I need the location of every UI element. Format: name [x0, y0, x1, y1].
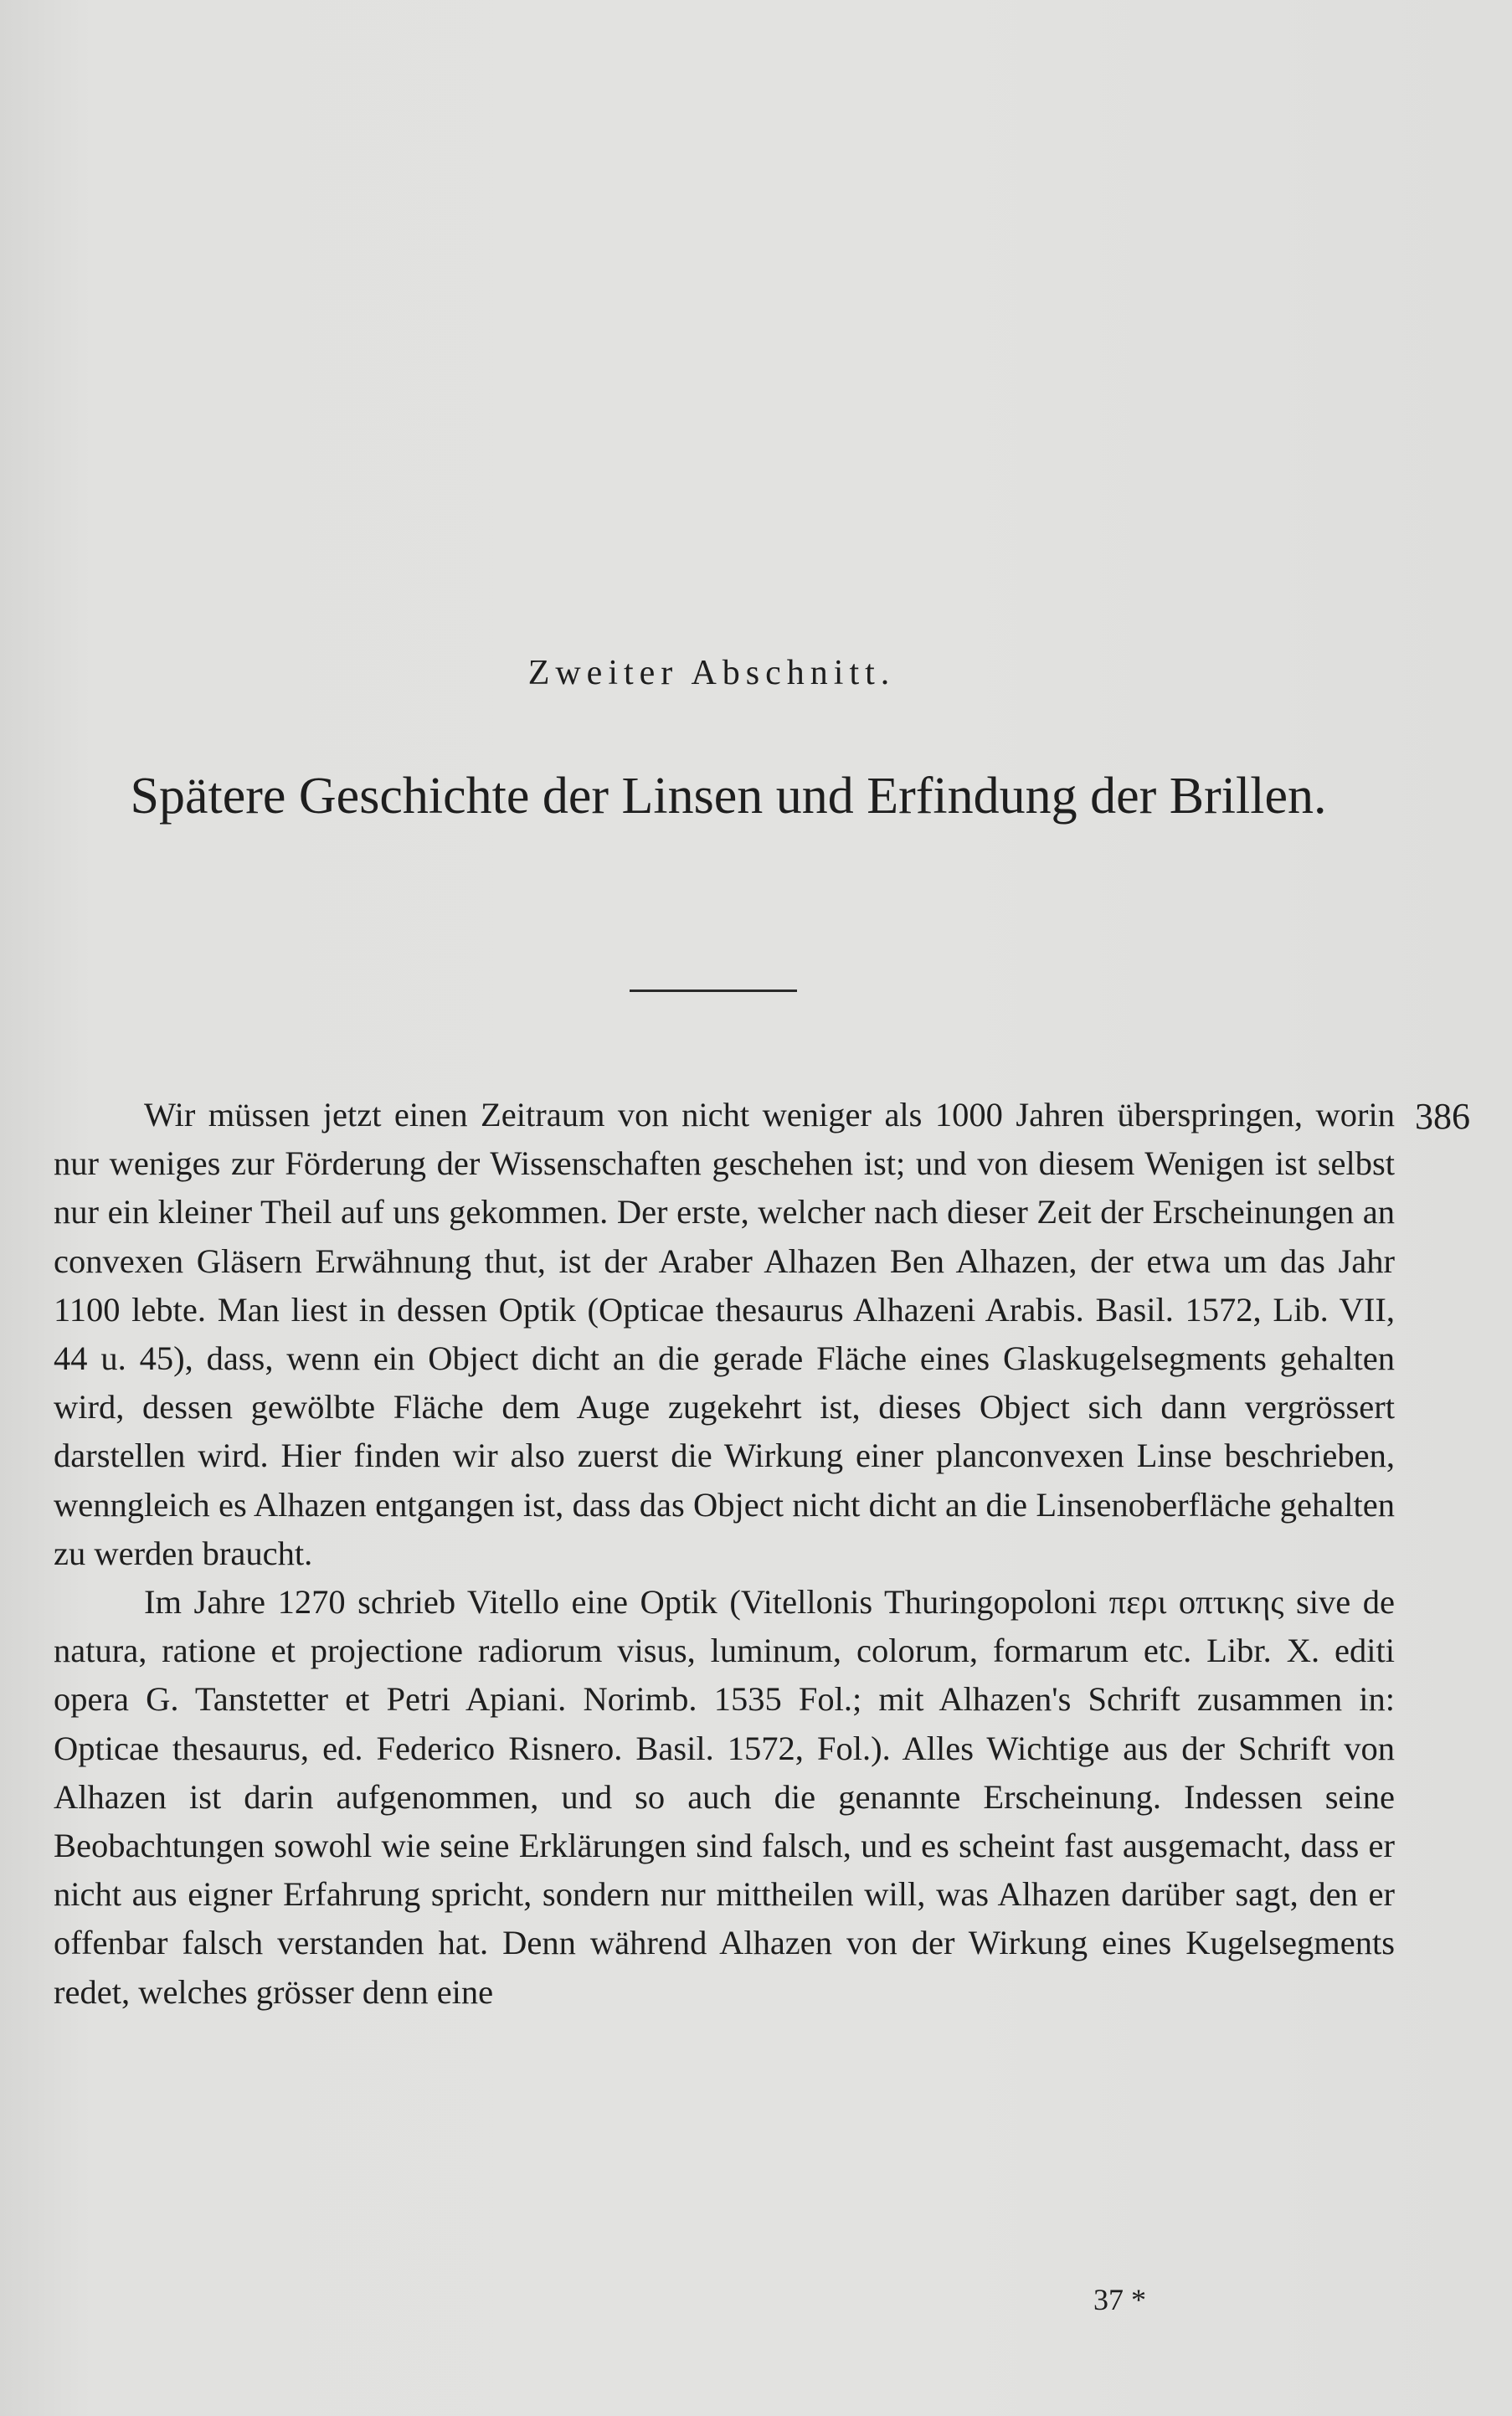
- paragraph-2: Im Jahre 1270 schrieb Vitello eine Optik (Vitellonis Thuringopoloni περι οπτικης sive de natura, ratione et projectione radiorum visus, luminum, colorum, formarum etc. Libr. X. editi opera G. Tanstetter et Petri Apiani. Norimb. 1535 Fol.; mit Alhazen's Schrift zusammen in: Opticae thesaurus, ed. Federico Risnero. Basil. 1572, Fol.). Alles Wichtige aus der Schrift von Alhazen ist darin aufgenommen, und so auch die genannte Erscheinung. Indessen seine Beobachtungen sowohl wie seine Erklärungen sind falsch, und es scheint fast ausgemacht, dass er nicht aus eigner Erfahrung spricht, sondern nur mittheilen will, was Alhazen darüber sagt, den er offenbar falsch verstanden hat. Denn während Alhazen von der Wirkung eines Kugelsegments redet, welches grösser denn eine: [54, 1583, 1395, 2011]
- page-number: 37 *: [1093, 2283, 1146, 2316]
- paragraph-1: Wir müssen jetzt einen Zeitraum von nicht weniger als 1000 Jahren überspringen, worin nur weniges zur Förderung der Wissenschaften geschehen ist; und von diesem Wenigen ist selbst nur ein kleiner Theil auf uns gekommen. Der erste, welcher nach dieser Zeit der Erscheinungen an convexen Gläsern Erwähnung thut, ist der Araber Alhazen Ben Alhazen, der etwa um das Jahr 1100 lebte. Man liest in dessen Optik (Opticae thesaurus Alhazeni Arabis. Basil. 1572, Lib. VII, 44 u. 45), dass, wenn ein Object dicht an die gerade Fläche eines Glaskugelsegments gehalten wird, dessen gewölbte Fläche dem Auge zugekehrt ist, dieses Object sich dann vergrössert darstellen wird. Hier finden wir also zuerst die Wirkung einer planconvexen Linse beschrieben, wenngleich es Alhazen entgangen ist, dass das Object nicht dicht an die Linsenoberfläche gehalten zu werden braucht.: [54, 1096, 1395, 1572]
- margin-page-reference: 386: [1415, 1096, 1470, 1137]
- chapter-title: Spätere Geschichte der Linsen und Erfindung der Brillen.: [130, 768, 1327, 825]
- body-text: [54, 1091, 1395, 2017]
- section-label: Zweiter Abschnitt.: [527, 654, 896, 692]
- title-divider: [630, 990, 797, 992]
